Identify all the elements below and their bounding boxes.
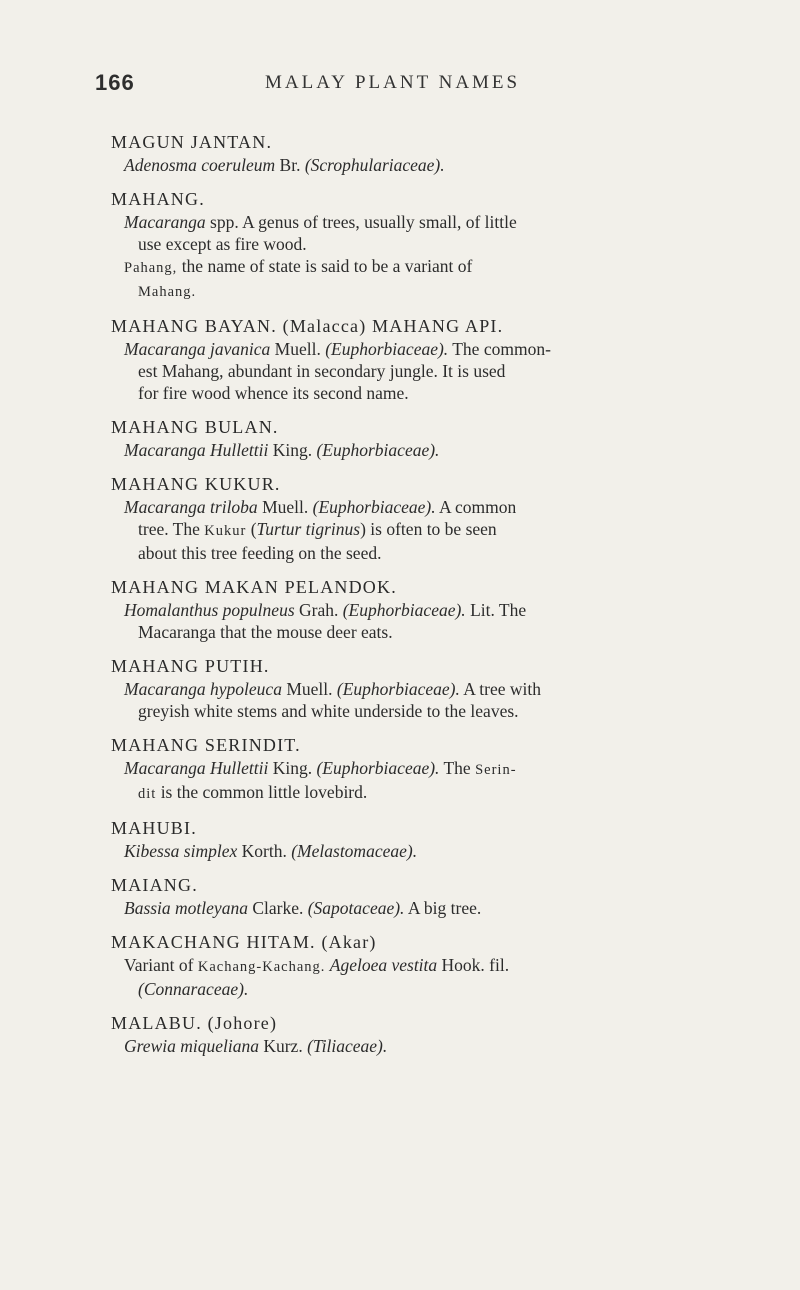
family-name: (Scrophulariaceae). [304,155,445,175]
scientific-name: Macaranga javanica [124,339,271,359]
authority: Br. [275,155,305,175]
definition-text: tree. The [138,519,205,539]
dictionary-entry [111,930,711,1000]
dictionary-entry [111,187,711,303]
definition-text: A big tree. [404,898,482,918]
definition-text: A common [435,497,517,517]
authority: King. [268,440,317,460]
small-caps-term: Mahang. [138,284,197,300]
entry-headword: MAHANG. [111,189,205,209]
authority: Muell. [257,497,313,517]
entry-headword: MAKACHANG HITAM. (Akar) [111,932,377,952]
definition-text: Variant of [124,955,198,975]
page-number: 166 [95,70,135,95]
definition-text: for fire wood whence its second name. [138,383,409,403]
family-name: (Euphorbiaceae). [312,497,436,517]
dictionary-entry [111,1011,711,1057]
entry-headword: MAHANG SERINDIT. [111,735,301,755]
definition-text: greyish white stems and white underside to the leaves. [138,701,519,721]
scientific-name: Grewia miqueliana [124,1036,259,1056]
entry-definition [111,496,711,564]
family-name: (Sapotaceae). [307,898,405,918]
scientific-name: Macaranga Hullettii [124,440,269,460]
entry-definition [111,840,711,862]
entry-definition [111,678,711,722]
authority: Kurz. [258,1036,308,1056]
scientific-name: Turtur tigrinus [256,519,361,539]
entry-definition [111,757,711,805]
entry-headword: MAHANG BAYAN. (Malacca) MAHANG API. [111,316,504,336]
family-name: (Euphorbiaceae). [316,758,440,778]
definition-text: about this tree feeding on the seed. [138,543,382,563]
scientific-name: Macaranga hypoleuca [124,679,282,699]
definition-text: use except as fire wood. [138,234,307,254]
dictionary-entry [111,314,711,404]
running-head [95,70,705,102]
entry-headword: MALABU. (Johore) [111,1013,278,1033]
entry-definition [111,1035,711,1057]
authority: Korth. [237,841,292,861]
authority: Grah. [294,600,343,620]
small-caps-term: dit [138,786,157,802]
definition-text: is the common little lovebird. [156,782,368,802]
family-name: (Euphorbiaceae). [342,600,466,620]
scientific-name: Adenosma coeruleum [124,155,276,175]
entry-definition [111,338,711,404]
dictionary-entry [111,816,711,862]
authority: Clarke. [247,898,308,918]
definition-text: A tree with [459,679,542,699]
running-title: MALAY PLANT NAMES [265,72,521,93]
definition-text: Macaranga that the mouse deer eats. [138,622,393,642]
authority: Muell. [281,679,337,699]
entry-headword: MAHUBI. [111,818,197,838]
scientific-name: Macaranga triloba [124,497,258,517]
definition-text: The [439,758,476,778]
small-caps-term: Kukur [204,523,247,539]
dictionary-entry [111,873,711,919]
entry-headword: MAHANG KUKUR. [111,474,281,494]
entry-definition [111,154,711,176]
authority: Hook. fil. [437,955,510,975]
scientific-name: Homalanthus populneus [124,600,295,620]
authority: Muell. [270,339,326,359]
entry-headword: MAHANG PUTIH. [111,656,270,676]
family-name: (Euphorbiaceae). [336,679,460,699]
small-caps-term: Serin- [475,762,517,778]
entry-headword: MAGUN JANTAN. [111,132,273,152]
definition-text: the name of state is said to be a variant of [177,256,473,276]
family-name: (Euphorbiaceae). [325,339,449,359]
small-caps-term: Pahang, [124,260,178,276]
scientific-name: Ageloea vestita [329,955,438,975]
small-caps-term: Kachang-Kachang. [197,959,326,975]
family-name: (Euphorbiaceae). [316,440,440,460]
definition-text: Lit. The [465,600,527,620]
entry-headword: MAIANG. [111,875,198,895]
definition-text: The common- [448,339,551,359]
dictionary-entry [111,733,711,805]
dictionary-entry [111,472,711,564]
entry-headword: MAHANG MAKAN PELANDOK. [111,577,397,597]
entry-headword: MAHANG BULAN. [111,417,279,437]
scientific-name: Kibessa simplex [124,841,238,861]
family-name: (Connaraceae). [138,979,249,999]
scientific-name: Macaranga Hullettii [124,758,269,778]
dictionary-entry [111,654,711,722]
scientific-name: Bassia motleyana [124,898,248,918]
entry-definition [111,954,711,1000]
family-name: (Melastomaceae). [291,841,418,861]
family-name: (Tiliaceae). [307,1036,388,1056]
scientific-name: Macaranga [124,212,206,232]
dictionary-entry [111,130,711,176]
definition-text: ) is often to be seen [360,519,497,539]
definition-text: spp. A genus of trees, usually small, of little [205,212,517,232]
entry-definition [111,211,711,303]
entry-definition [111,439,711,461]
dictionary-entry [111,575,711,643]
definition-text: ( [246,519,257,539]
dictionary-entry [111,415,711,461]
entry-definition [111,599,711,643]
definition-text: est Mahang, abundant in secondary jungle. It is used [138,361,506,381]
authority: King. [268,758,317,778]
entry-definition [111,897,711,919]
dictionary-entries [111,130,711,1068]
